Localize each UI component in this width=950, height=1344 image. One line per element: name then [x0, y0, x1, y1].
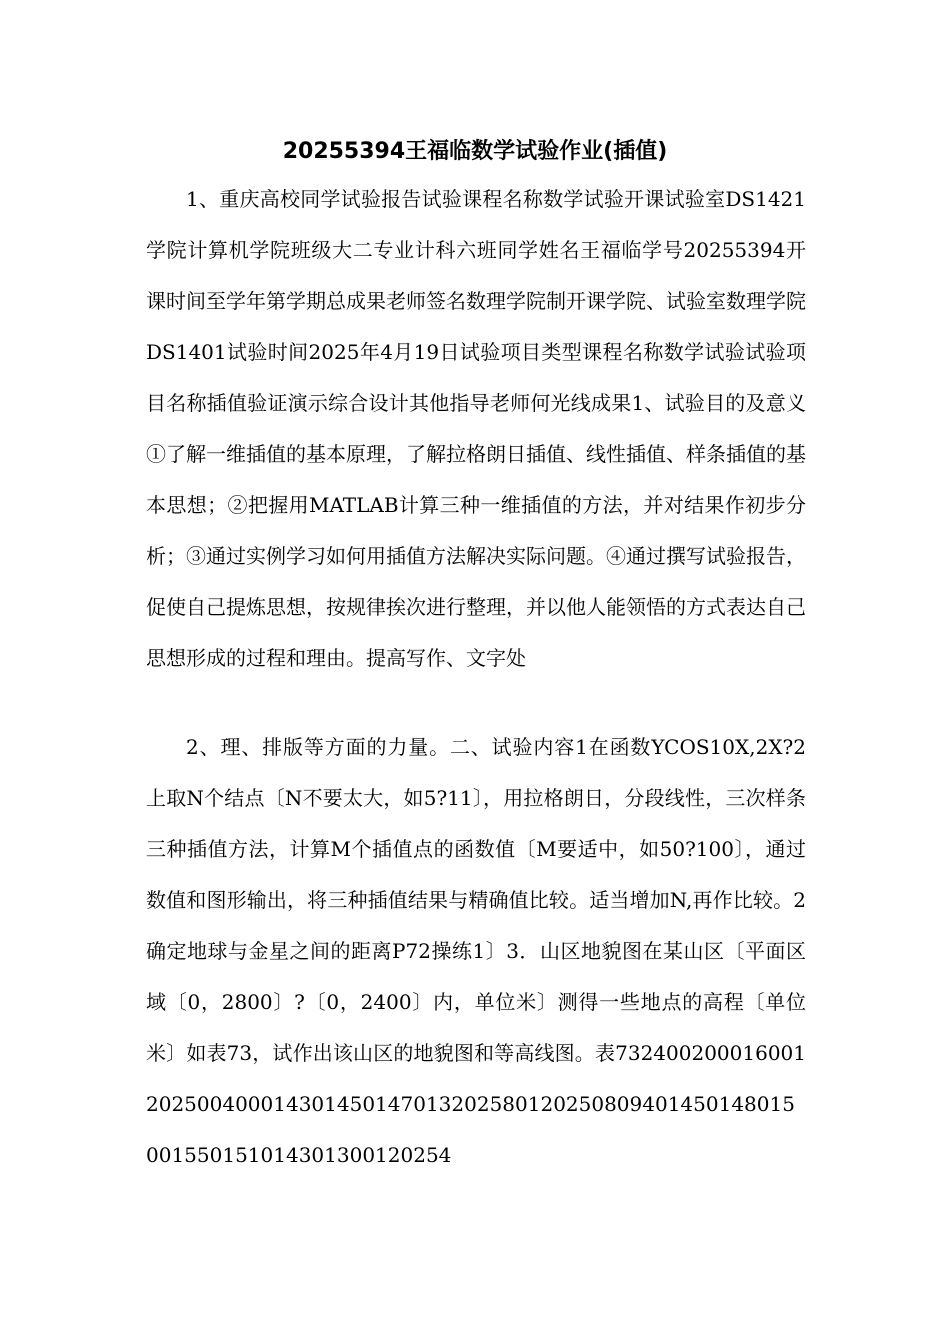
- paragraph-2: 2、理、排版等方面的力量。二、试验内容1在函数YCOS10X,2X?2上取N个结点〔N不要太大，如5?11〕，用拉格朗日，分段线性，三次样条三种插值方法，计算M个插值点的函数值〔M要适中，如50?100〕，通过数值和图形输出，将三种插值结果与精确值比较。适当增加N,再作比较。2确定地球与金星之间的距离P72操练1〕3．山区地貌图在某山区〔平面区域〔0，2800〕?〔0，2400〕内，单位米〕测得一些地点的高程〔单位米〕如表73，试作出该山区的地貌图和等高线图。表732400200016001202500400014301450147013202580120250809401450148015001550151014301300120254: [146, 735, 806, 1167]
- paragraph-1: 1、重庆高校同学试验报告试验课程名称数学试验开课试验室DS1421学院计算机学院班级大二专业计科六班同学姓名王福临学号20255394开课时间至学年第学期总成果老师签名数理学院制开课学院、试验室数理学院DS1401试验时间2025年4月19日试验项目类型课程名称数学试验试验项目名称插值验证演示综合设计其他指导老师何光线成果1、试验目的及意义①了解一维插值的基本原理，了解拉格朗日插值、线性插值、样条插值的基本思想；②把握用MATLAB计算三种一维插值的方法，并对结果作初步分析；③通过实例学习如何用插值方法解决实际问题。④通过撰写试验报告，促使自己提炼思想，按规律挨次进行整理，并以他人能领悟的方式表达自己思想形成的过程和理由。提高写作、文字处: [146, 187, 806, 670]
- document-title: 20255394王福临数学试验作业(插值): [282, 139, 668, 164]
